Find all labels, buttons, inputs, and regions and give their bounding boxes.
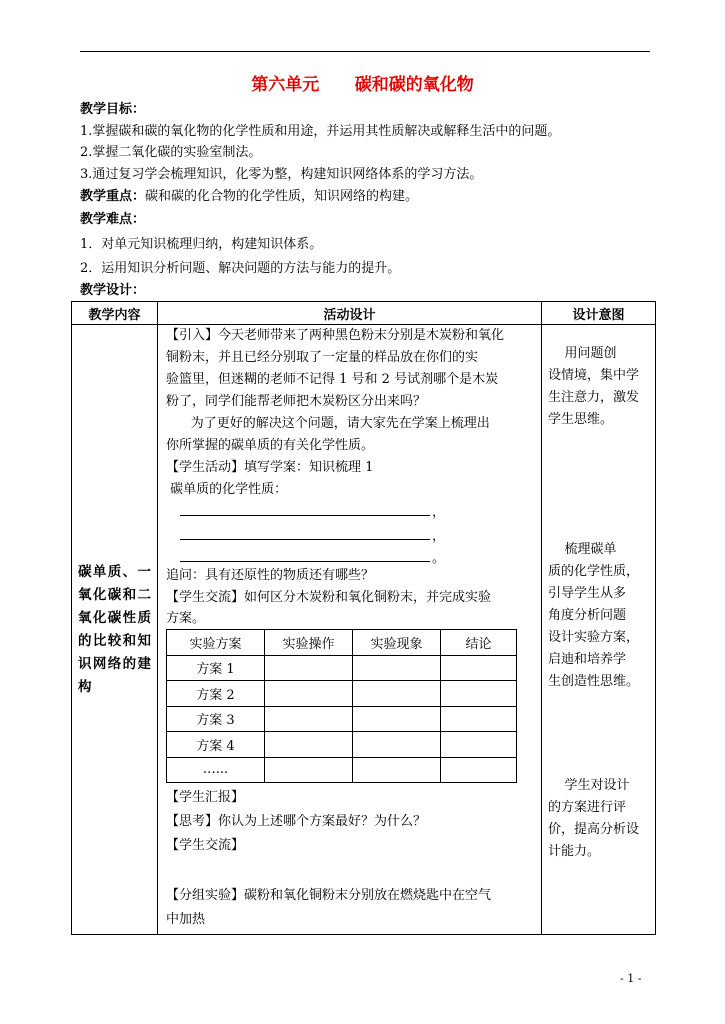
answer-blank-1[interactable]	[180, 515, 430, 516]
plan-label: 方案 3	[167, 706, 265, 732]
answer-blank-3[interactable]	[180, 561, 430, 562]
intro-line-1: 【引入】今天老师带来了两种黑色粉末分别是木炭粉和氧化	[166, 328, 505, 343]
exchange-line-2: 方案。	[166, 611, 206, 626]
design-table	[71, 301, 656, 935]
operation-cell[interactable]	[265, 655, 353, 681]
intent-block-2	[548, 539, 648, 693]
plan-label: …...	[167, 757, 265, 783]
activity-cell	[158, 325, 542, 935]
header-activity: 活动设计	[158, 302, 542, 325]
experiment-table	[166, 629, 517, 783]
phenomenon-cell[interactable]	[353, 706, 441, 732]
table-row	[167, 681, 517, 707]
intent-2-line-7: 生创造性思维。	[548, 674, 640, 689]
intro-line-5: 为了更好的解决这个问题，请大家先在学案上梳理出	[166, 416, 490, 431]
operation-cell[interactable]	[265, 681, 353, 707]
intro-line-3: 验篮里，但迷糊的老师不记得 1 号和 2 号试剂哪个是木炭	[166, 372, 499, 387]
blank-end-1: ，	[432, 505, 446, 520]
intent-1-line-1: 用问题创	[548, 346, 617, 361]
intro-line-2: 铜粉末，并且已经分别取了一定量的样品放在你们的实	[166, 350, 479, 365]
table-row	[167, 706, 517, 732]
group-exp-line-1: 【分组实验】碳粉和氧化铜粉末分别放在燃烧匙中在空气	[166, 888, 492, 903]
intro-line-4: 粉了，同学们能帮老师把木炭粉区分出来吗？	[166, 394, 427, 409]
page-number: - 1 -	[620, 972, 642, 985]
conclusion-cell[interactable]	[441, 732, 517, 758]
design-heading: 教学设计：	[80, 283, 146, 298]
phenomenon-cell[interactable]	[353, 757, 441, 783]
conclusion-cell[interactable]	[441, 757, 517, 783]
intent-3-line-1: 学生对设计	[548, 778, 630, 793]
intent-cell	[542, 325, 656, 935]
header-intent: 设计意图	[542, 302, 656, 325]
phenomenon-cell[interactable]	[353, 732, 441, 758]
table-row	[167, 732, 517, 758]
operation-cell[interactable]	[265, 706, 353, 732]
header-content: 教学内容	[72, 302, 158, 325]
conclusion-cell[interactable]	[441, 655, 517, 681]
exp-header-operation: 实验操作	[265, 630, 353, 656]
header-rule	[80, 51, 650, 52]
goal-item-1: 1.掌握碳和碳的氧化物的化学性质和用途，并运用其性质解决或解释生活中的问题。	[80, 124, 561, 139]
conclusion-cell[interactable]	[441, 706, 517, 732]
phenomenon-cell[interactable]	[353, 681, 441, 707]
intent-3-line-4: 计能力。	[548, 844, 601, 859]
intent-2-line-4: 角度分析问题	[548, 608, 627, 623]
difficulty-item-2: 2．运用知识分析问题、解决问题的方法与能力的提升。	[80, 261, 401, 276]
follow-up-question: 追问：具有还原性的物质还有哪些？	[166, 568, 375, 583]
intent-2-line-1: 梳理碳单	[548, 542, 617, 557]
plan-label: 方案 4	[167, 732, 265, 758]
content-cell: 碳单质、一氧化碳和二氧化碳性质的比较和知识网络的建构	[72, 325, 158, 935]
intent-2-line-5: 设计实验方案，	[548, 630, 640, 645]
student-exchange-2: 【学生交流】	[166, 838, 245, 853]
think-question: 【思考】你认为上述哪个方案最好？为什么？	[166, 814, 427, 829]
plan-label: 方案 2	[167, 681, 265, 707]
intent-1-line-3: 生注意力，激发	[548, 390, 640, 405]
goal-item-2: 2.掌握二氧化碳的实验室制法。	[80, 145, 262, 160]
difficulties-heading: 教学难点：	[80, 212, 146, 227]
intent-2-line-3: 引导学生从多	[548, 586, 627, 601]
key-points-label: 教学重点：	[80, 189, 146, 204]
carbon-props-label: 碳单质的化学性质：	[166, 482, 288, 497]
exp-header-plan: 实验方案	[167, 630, 265, 656]
difficulty-item-1: 1．对单元知识梳理归纳，构建知识体系。	[80, 237, 323, 252]
goal-item-3: 3.通过复习学会梳理知识，化零为整，构建知识网络体系的学习方法。	[80, 167, 483, 182]
blank-end-3: 。	[432, 551, 446, 566]
exp-header-phenomenon: 实验现象	[353, 630, 441, 656]
table-row	[167, 655, 517, 681]
page-title: 第六单元 碳和碳的氧化物	[251, 75, 474, 95]
intent-block-3	[548, 775, 648, 863]
conclusion-cell[interactable]	[441, 681, 517, 707]
intent-1-line-2: 设情境，集中学	[548, 368, 640, 383]
intro-line-6: 你所掌握的碳单质的有关化学性质。	[166, 438, 375, 453]
goals-heading: 教学目标：	[80, 102, 146, 117]
answer-blank-2[interactable]	[180, 539, 430, 540]
operation-cell[interactable]	[265, 757, 353, 783]
key-points-text: 碳和碳的化合物的化学性质，知识网络的构建。	[145, 189, 419, 204]
intent-1-line-4: 学生思维。	[548, 412, 614, 427]
table-row	[167, 757, 517, 783]
phenomenon-cell[interactable]	[353, 655, 441, 681]
exp-header-conclusion: 结论	[441, 630, 517, 656]
intent-2-line-2: 质的化学性质，	[548, 564, 640, 579]
intent-block-1	[548, 343, 648, 431]
exchange-line-1: 【学生交流】如何区分木炭粉和氧化铜粉末，并完成实验	[166, 590, 492, 605]
key-points	[80, 185, 418, 204]
plan-label: 方案 1	[167, 655, 265, 681]
intent-3-line-2: 的方案进行评	[548, 800, 627, 815]
group-exp-line-2: 中加热	[166, 912, 206, 927]
student-activity: 【学生活动】填写学案：知识梳理 1	[166, 460, 374, 475]
student-report: 【学生汇报】	[166, 790, 245, 805]
intent-2-line-6: 启迪和培养学	[548, 652, 627, 667]
intent-3-line-3: 价，提高分析设	[548, 822, 640, 837]
blank-end-2: ，	[432, 529, 446, 544]
operation-cell[interactable]	[265, 732, 353, 758]
